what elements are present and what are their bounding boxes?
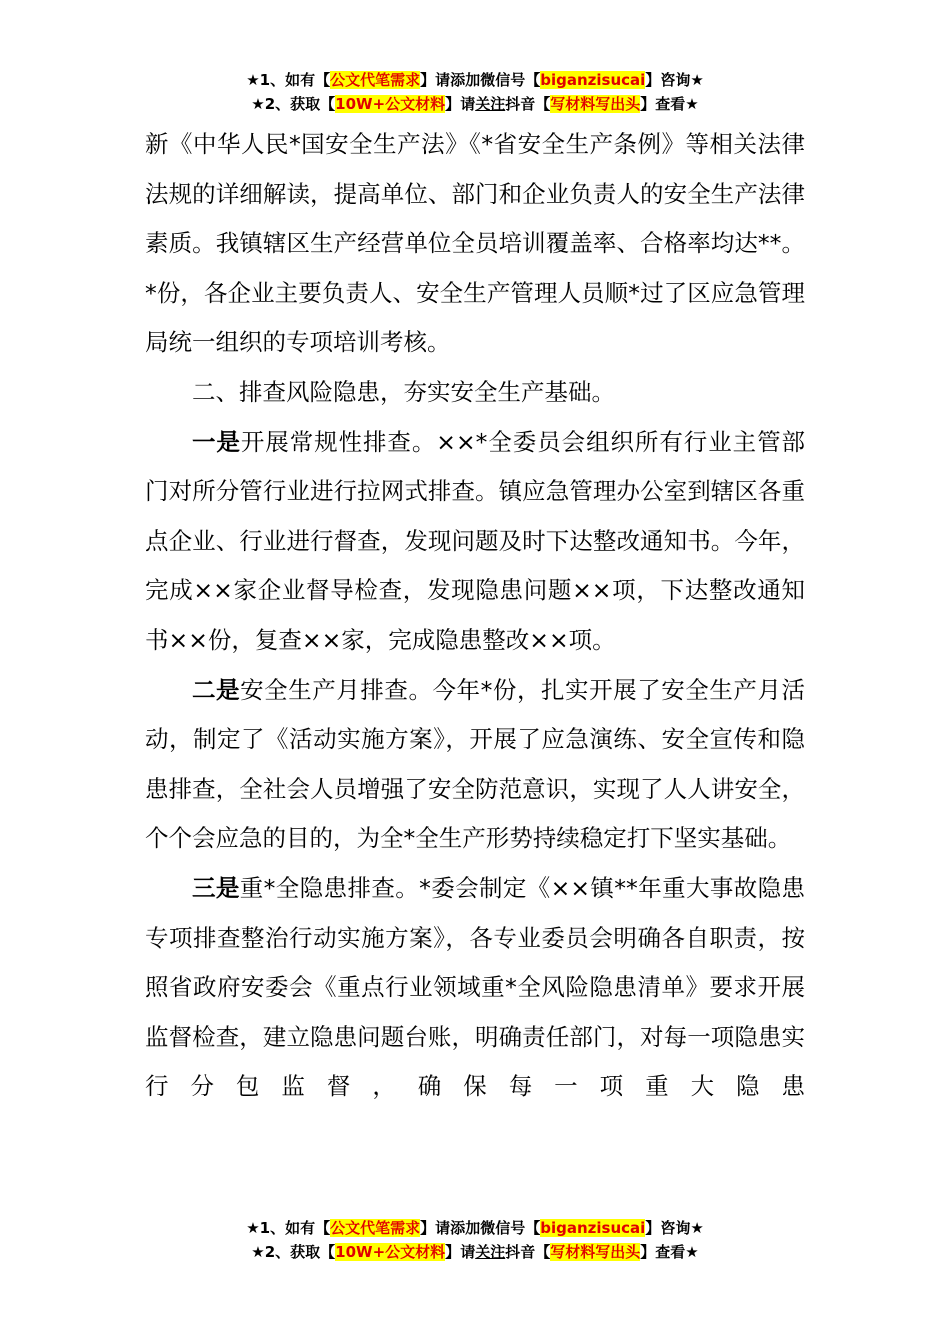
highlight-douyin-account: 写材料写出头 [550,95,641,113]
bracket: 】 [420,71,436,89]
paragraph [145,666,805,864]
bracket: 【 [535,1243,551,1261]
bracket: 【 [315,71,331,89]
banner-text: 请 [460,95,476,113]
highlight-materials: 10W+公文材料 [335,95,446,113]
banner-text: 抖音 [505,1243,536,1261]
bracket: 【 [535,95,551,113]
banner-text: 请 [460,1243,476,1261]
footer-banner [0,1216,950,1264]
highlight-douyin-account: 写材料写出头 [550,1243,641,1261]
bracket: 】 [645,71,661,89]
banner-text: 抖音 [505,95,536,113]
bracket: 【 [320,95,336,113]
bracket: 【 [320,1243,336,1261]
banner-text: 加 [465,71,481,89]
banner-text: 关注 [475,95,506,113]
bracket: 】 [420,1219,436,1237]
paragraph [145,418,805,666]
highlight-service: 公文代笔需求 [330,1219,421,1237]
paragraph: 新《中华人民*国安全生产法》《*省安全生产条例》等相关法律法规的详细解读，提高单位、部门和企业负责人的安全生产法律素质。我镇辖区生产经营单位全员培训覆盖率、合格率均达**。*份，各企业主要负责人、安全生产管理人员顺*过了区应急管理局统一组织的专项培训考核。 [145,130,805,357]
bracket: 【 [525,1219,541,1237]
bracket: 】 [645,1219,661,1237]
banner-line-2 [0,1240,950,1264]
banner-text: ★1、如有 [246,71,316,89]
banner-text: ★1、如有 [246,1219,316,1237]
highlight-service: 公文代笔需求 [330,71,421,89]
paragraph-text: 重*全隐患排查。*委会制定《××镇**年重大事故隐患专项排查整治行动实施方案》，各专业委员会明确各自职责，按照省政府安委会《重点行业领域重*全风险隐患清单》要求开展监督检查，建立隐患问题台账，明确责任部门，对每一项隐患实行分包监督，确保每一项重大隐患 [145,873,806,1101]
banner-line-1 [0,1216,950,1240]
banner-text: 查看★ [655,1243,699,1261]
banner-line-2 [0,92,950,116]
section-heading: 二、排查风险隐患，夯实安全生产基础。 [192,377,615,406]
banner-line-1 [0,68,950,92]
banner-text: 微信号 [480,71,526,89]
banner-text: 关注 [475,1243,506,1261]
bracket: 【 [525,71,541,89]
bracket: 【 [315,1219,331,1237]
paragraph [145,864,805,1112]
bracket: 】 [640,95,656,113]
banner-text: 咨询★ [660,1219,704,1237]
banner-text: 请添 [435,71,466,89]
paragraph-lead: 三是 [192,873,240,902]
bracket: 】 [445,1243,461,1261]
banner-text: 咨询★ [660,71,704,89]
bracket: 】 [640,1243,656,1261]
banner-text: 请添 [435,1219,466,1237]
bracket: 】 [445,95,461,113]
highlight-wechat-id: biganzisucai [540,1219,646,1237]
paragraph-text: 安全生产月排查。今年*份，扎实开展了安全生产月活动，制定了《活动实施方案》，开展了应急演练、安全宣传和隐患排查，全社会人员增强了安全防范意识，实现了人人讲安全，个个会应急的目的，为全*全生产形势持续稳定打下坚实基础。 [145,675,806,853]
highlight-wechat-id: biganzisucai [540,71,646,89]
banner-text: ★2、获取 [251,95,321,113]
header-banner [0,68,950,116]
banner-text: 微信号 [480,1219,526,1237]
paragraph-lead: 一是 [192,427,241,456]
paragraph-lead: 二是 [192,675,241,704]
banner-text: 加 [465,1219,481,1237]
banner-text: ★2、获取 [251,1243,321,1261]
banner-text: 查看★ [655,95,699,113]
document-body [145,120,805,1112]
paragraph-text: 开展常规性排查。××*全委员会组织所有行业主管部门对所分管行业进行拉网式排查。镇应急管理办公室到辖区各重点企业、行业进行督查，发现问题及时下达整改通知书。今年，完成××家企业督导检查，发现隐患问题××项，下达整改通知书××份，复查××家，完成隐患整改××项。 [145,427,805,654]
highlight-materials: 10W+公文材料 [335,1243,446,1261]
